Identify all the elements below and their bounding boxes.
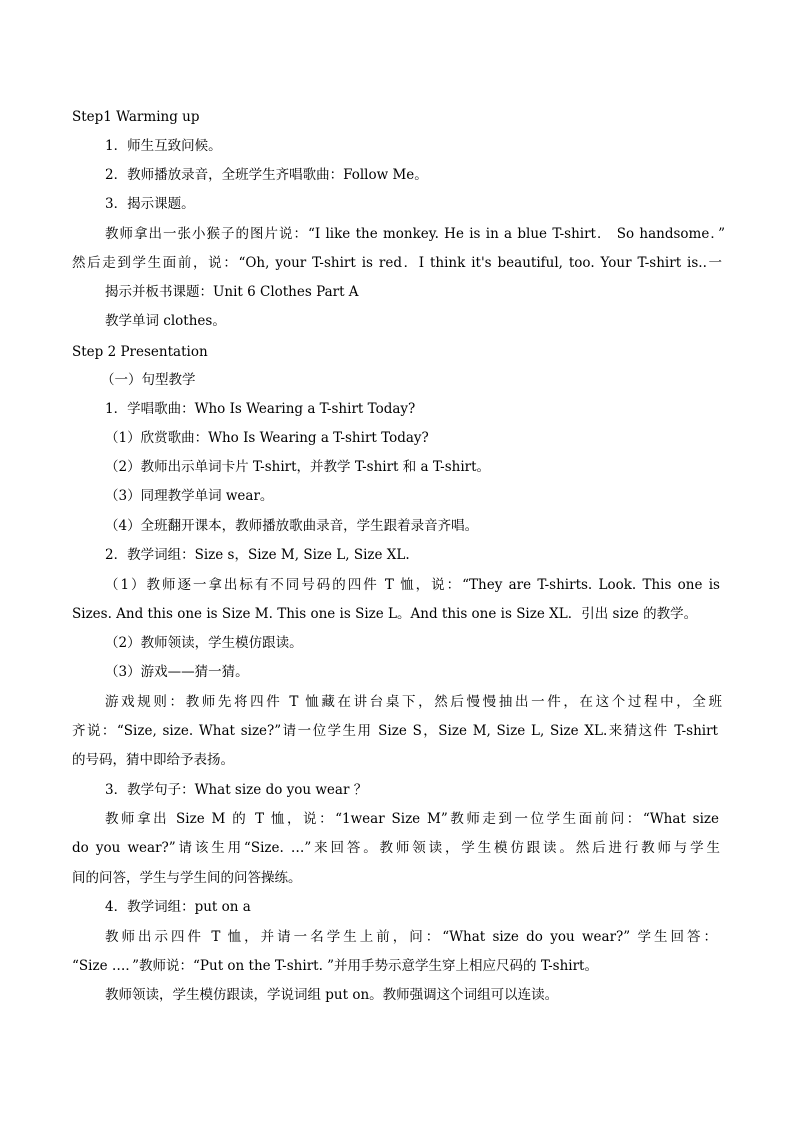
paragraph: 3．揭示课题。 xyxy=(105,196,195,212)
paragraph: 教师出示四件 T 恤，并请一名学生上前，问：“What size do you wear?” 学生回答： xyxy=(105,929,717,945)
paragraph: 教学单词 clothes。 xyxy=(105,313,226,329)
paragraph: 1．学唱歌曲：Who Is Wearing a T-shirt Today? xyxy=(105,401,416,417)
section-heading: （一）句型教学 xyxy=(101,372,196,388)
step1-heading: Step1 Warming up xyxy=(72,109,200,125)
paragraph: 教师拿出一张小猴子的图片说：“I like the monkey. He is in a blue T-shirt． So handsome．” xyxy=(105,226,725,242)
paragraph: 然后走到学生面前，说：“Oh, your T-shirt is red．I think it's beautiful, too. Your T-shirt is..一 xyxy=(72,255,722,271)
step2-heading: Step 2 Presentation xyxy=(72,344,208,360)
paragraph: （4）全班翻开课本，教师播放歌曲录音，学生跟着录音齐唱。 xyxy=(105,518,479,534)
paragraph: do you wear?”请该生用“Size. …”来回答。教师领读，学生模仿跟读。然后进行教师与学生 xyxy=(72,840,720,856)
paragraph: 2．教学词组：Size s，Size M, Size L, Size XL. xyxy=(105,547,410,563)
paragraph: （1）教师逐一拿出标有不同号码的四件 T 恤，说：“They are T-shirts. Look. This one is xyxy=(105,577,720,593)
paragraph: 游戏规则：教师先将四件 T 恤藏在讲台桌下，然后慢慢抽出一件，在这个过程中，全班 xyxy=(105,694,722,710)
paragraph: Sizes. And this one is Size M. This one is Size L。And this one is Size XL．引出 size 的教学。 xyxy=(72,606,698,622)
paragraph: 教师领读，学生模仿跟读，学说词组 put on。教师强调这个词组可以连读。 xyxy=(105,987,559,1003)
paragraph: 齐说：“Size, size. What size?”请一位学生用 Size S，Size M, Size L, Size XL.来猜这件 T-shirt xyxy=(72,723,718,739)
paragraph: 1．师生互致问候。 xyxy=(105,138,222,154)
paragraph: 揭示并板书课题：Unit 6 Clothes Part A xyxy=(105,284,359,300)
paragraph: （2）教师出示单词卡片 T-shirt，并教学 T-shirt 和 a T-shirt。 xyxy=(105,459,491,475)
paragraph: （1）欣赏歌曲：Who Is Wearing a T-shirt Today? xyxy=(105,430,429,446)
paragraph: （3）同理教学单词 wear。 xyxy=(105,488,274,504)
paragraph: 2．教师播放录音，全班学生齐唱歌曲：Follow Me。 xyxy=(105,167,428,183)
paragraph: 教师拿出 Size M 的 T 恤，说：“1wear Size M”教师走到一位学生面前问：“What size xyxy=(105,811,719,827)
paragraph: “Size …．”教师说：“Put on the T-shirt. ”并用手势示意学生穿上相应尺码的 T-shirt。 xyxy=(72,958,598,974)
paragraph: （3）游戏——猜一猜。 xyxy=(105,664,249,680)
paragraph: 间的问答，学生与学生间的问答操练。 xyxy=(72,870,302,886)
paragraph: （2）教师领读，学生模仿跟读。 xyxy=(105,635,303,651)
paragraph: 4．教学词组：put on a xyxy=(105,899,251,915)
paragraph: 的号码，猜中即给予表扬。 xyxy=(72,752,234,768)
paragraph: 3．教学句子：What size do you wear ？ xyxy=(105,782,368,798)
